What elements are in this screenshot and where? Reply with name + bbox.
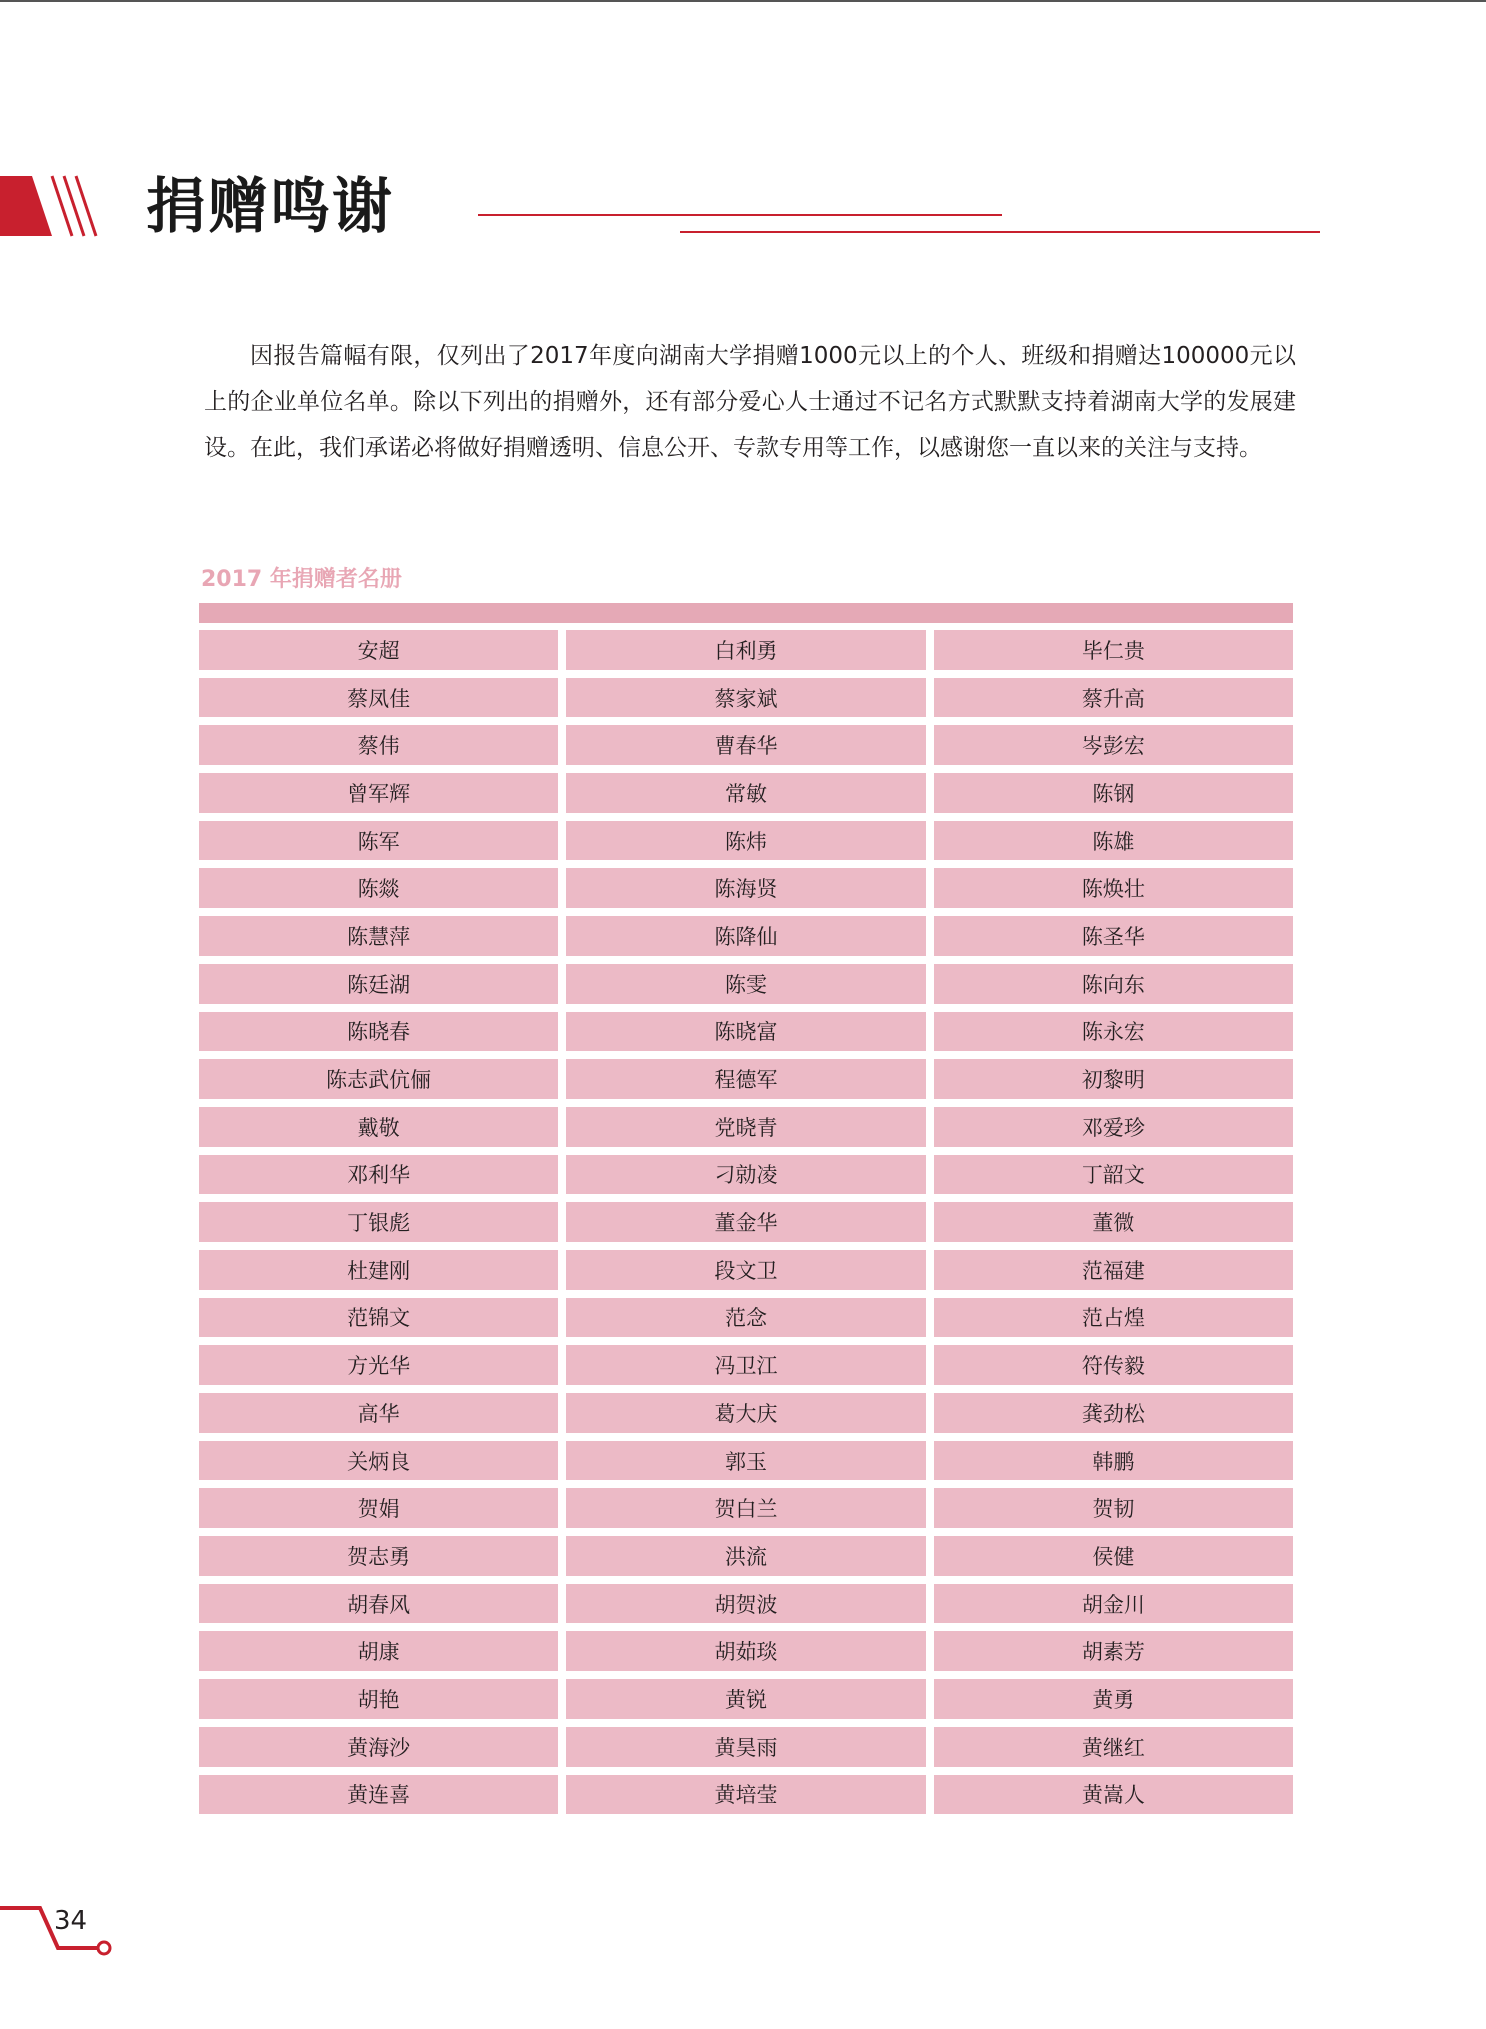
donor-name-cell: 关炳良 [199,1441,558,1481]
donor-name-cell: 陈燚 [199,868,558,908]
donor-name-cell: 范占煌 [934,1298,1293,1338]
donor-name-cell: 方光华 [199,1345,558,1385]
donor-name-cell: 黄勇 [934,1679,1293,1719]
title-underline-lower [680,231,1320,233]
donor-name-cell: 胡康 [199,1631,558,1671]
donor-name-cell: 党晓青 [566,1107,925,1147]
donor-name-cell: 胡贺波 [566,1584,925,1624]
donor-name-cell: 黄培莹 [566,1775,925,1815]
donor-name-cell: 胡金川 [934,1584,1293,1624]
donor-name-cell: 蔡伟 [199,725,558,765]
donor-name-cell: 郭玉 [566,1441,925,1481]
donor-name-cell: 刁勍凌 [566,1155,925,1195]
donor-name-cell: 蔡升高 [934,678,1293,718]
donor-name-cell: 杜建刚 [199,1250,558,1290]
donor-name-cell: 常敏 [566,773,925,813]
donor-name-cell: 陈晓春 [199,1012,558,1052]
donor-name-cell: 邓爱珍 [934,1107,1293,1147]
donor-name-cell: 葛大庆 [566,1393,925,1433]
donor-name-cell: 陈钢 [934,773,1293,813]
donor-name-cell: 高华 [199,1393,558,1433]
donor-name-cell: 龚劲松 [934,1393,1293,1433]
page-number: 34 [54,1906,88,1936]
donor-name-cell: 范锦文 [199,1298,558,1338]
donor-name-cell: 贺韧 [934,1488,1293,1528]
intro-paragraph: 因报告篇幅有限，仅列出了2017年度向湖南大学捐赠1000元以上的个人、班级和捐赠达100000元以上的企业单位名单。除以下列出的捐赠外，还有部分爱心人士通过不记名方式默默支持着湖南大学的发展建设。在此，我们承诺必将做好捐赠透明、信息公开、专款专用等工作，以感谢您一直以来的关注与支持。 [204,343,1296,461]
donor-table [199,630,1293,1814]
donor-name-cell: 陈向东 [934,964,1293,1004]
donor-name-cell: 陈廷湖 [199,964,558,1004]
donor-name-cell: 黄连喜 [199,1775,558,1815]
donor-name-cell: 戴敬 [199,1107,558,1147]
donor-name-cell: 黄嵩人 [934,1775,1293,1815]
donor-name-cell: 陈军 [199,821,558,861]
donor-name-cell: 陈晓富 [566,1012,925,1052]
donor-name-cell: 陈志武伉俪 [199,1059,558,1099]
donor-name-cell: 蔡家斌 [566,678,925,718]
donor-name-cell: 黄海沙 [199,1727,558,1767]
donor-name-cell: 陈慧萍 [199,916,558,956]
title-underline-upper [478,214,1002,216]
donor-name-cell: 胡素芳 [934,1631,1293,1671]
donor-name-cell: 白利勇 [566,630,925,670]
donor-name-cell: 黄锐 [566,1679,925,1719]
donor-name-cell: 曾军辉 [199,773,558,813]
roster-heading: 2017 年捐赠者名册 [201,567,402,592]
donor-name-cell: 程德军 [566,1059,925,1099]
donor-name-cell: 胡春风 [199,1584,558,1624]
donor-name-cell: 丁韶文 [934,1155,1293,1195]
donor-name-cell: 董金华 [566,1202,925,1242]
top-rule [0,0,1486,2]
donor-name-cell: 丁银彪 [199,1202,558,1242]
donor-name-cell: 董微 [934,1202,1293,1242]
donor-name-cell: 黄继红 [934,1727,1293,1767]
donor-name-cell: 毕仁贵 [934,630,1293,670]
donor-name-cell: 陈海贤 [566,868,925,908]
donor-name-cell: 冯卫江 [566,1345,925,1385]
donor-name-cell: 陈雯 [566,964,925,1004]
donor-name-cell: 邓利华 [199,1155,558,1195]
donor-name-cell: 岑彭宏 [934,725,1293,765]
donor-name-cell: 范福建 [934,1250,1293,1290]
donor-name-cell: 陈圣华 [934,916,1293,956]
donor-name-cell: 韩鹏 [934,1441,1293,1481]
donor-name-cell: 符传毅 [934,1345,1293,1385]
donor-name-cell: 侯健 [934,1536,1293,1576]
page-title: 捐赠鸣谢 [146,172,394,242]
donor-name-cell: 陈永宏 [934,1012,1293,1052]
red-slash-decoration [0,168,100,244]
donor-name-cell: 蔡凤佳 [199,678,558,718]
donor-name-cell: 洪流 [566,1536,925,1576]
donor-name-cell: 初黎明 [934,1059,1293,1099]
donor-name-cell: 胡艳 [199,1679,558,1719]
roster-header-band [199,603,1293,623]
donor-name-cell: 胡茹琰 [566,1631,925,1671]
donor-name-cell: 陈炜 [566,821,925,861]
donor-name-cell: 陈雄 [934,821,1293,861]
donor-name-cell: 安超 [199,630,558,670]
donor-name-cell: 陈焕壮 [934,868,1293,908]
donor-name-cell: 贺志勇 [199,1536,558,1576]
donor-name-cell: 段文卫 [566,1250,925,1290]
donor-name-cell: 曹春华 [566,725,925,765]
donor-name-cell: 黄昊雨 [566,1727,925,1767]
donor-name-cell: 陈降仙 [566,916,925,956]
donor-name-cell: 贺娟 [199,1488,558,1528]
donor-name-cell: 范念 [566,1298,925,1338]
donor-name-cell: 贺白兰 [566,1488,925,1528]
